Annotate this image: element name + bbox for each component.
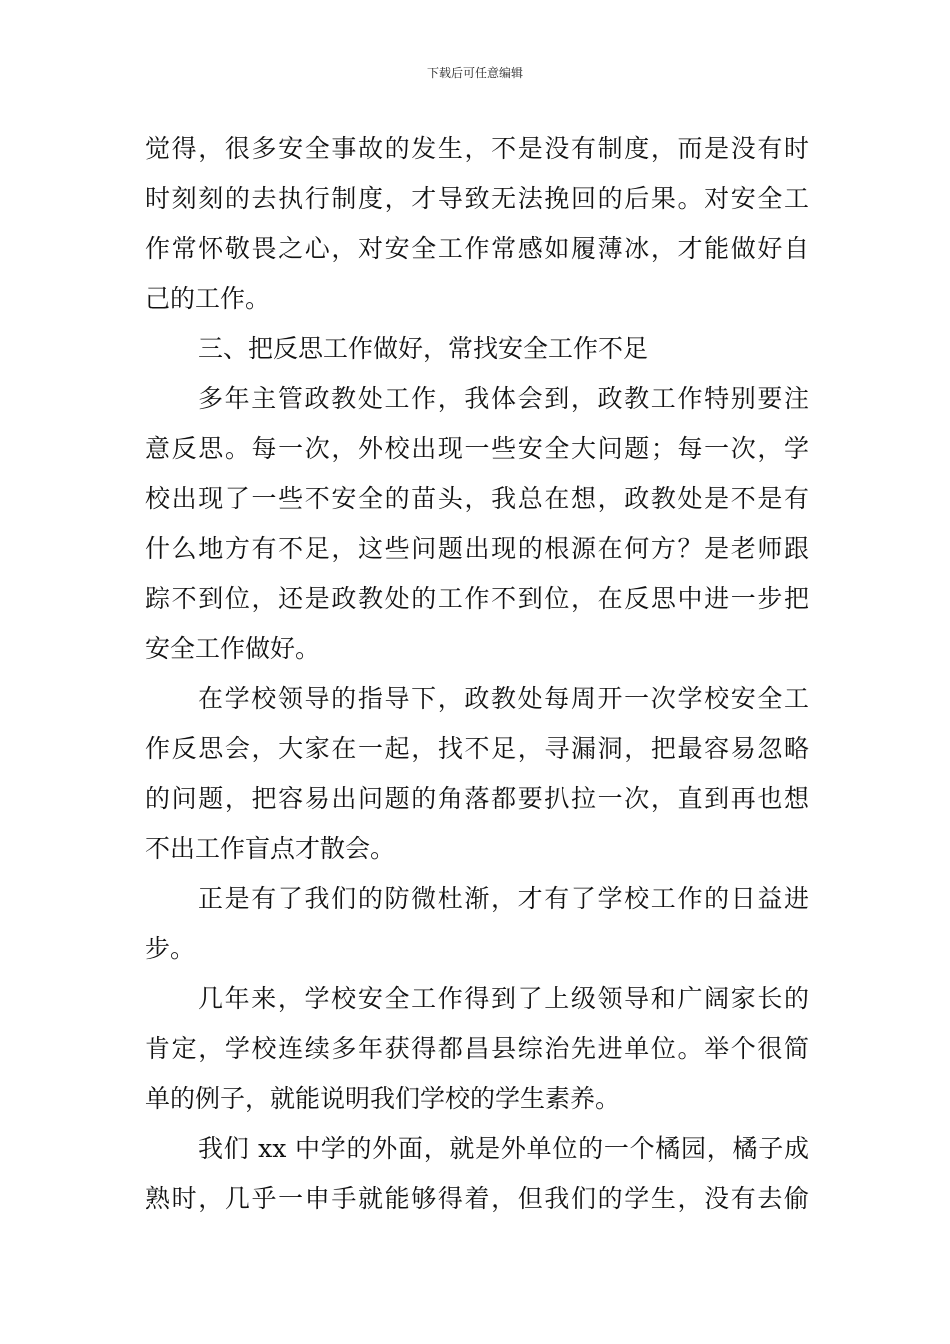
text-line: 的问题，把容易出问题的角落都要扒拉一次，直到再也想 (145, 784, 809, 813)
text-line: 我们 xx 中学的外面，就是外单位的一个橘园，橘子成 (198, 1134, 809, 1163)
text-line: 多年主管政教处工作，我体会到，政教工作特别要注 (198, 384, 809, 413)
text-line: 熟时，几乎一申手就能够得着，但我们的学生，没有去偷 (145, 1184, 809, 1213)
text-line: 安全工作做好。 (145, 634, 321, 663)
text-line: 作反思会，大家在一起，找不足，寻漏洞，把最容易忽略 (145, 734, 809, 763)
text-line: 几年来，学校安全工作得到了上级领导和广阔家长的 (198, 984, 809, 1013)
section-heading: 三、把反思工作做好，常找安全工作不足 (198, 334, 649, 363)
document-body (145, 124, 809, 1224)
text-line: 意反思。每一次，外校出现一些安全大问题；每一次，学 (145, 434, 809, 463)
text-line: 什么地方有不足，这些问题出现的根源在何方？是老师跟 (145, 534, 809, 563)
text-line: 校出现了一些不安全的苗头，我总在想，政教处是不是有 (145, 484, 809, 513)
text-line: 单的例子，就能说明我们学校的学生素养。 (145, 1084, 621, 1113)
text-line: 不出工作盲点才散会。 (145, 834, 396, 863)
text-line: 肯定，学校连续多年获得都昌县综治先进单位。举个很简 (145, 1034, 809, 1063)
text-line: 踪不到位，还是政教处的工作不到位，在反思中进一步把 (145, 584, 809, 613)
text-line: 在学校领导的指导下，政教处每周开一次学校安全工 (198, 684, 809, 713)
text-line: 觉得，很多安全事故的发生，不是没有制度，而是没有时 (145, 134, 809, 163)
text-line: 时刻刻的去执行制度，才导致无法挽回的后果。对安全工 (145, 184, 809, 213)
text-line: 正是有了我们的防微杜渐，才有了学校工作的日益进 (198, 884, 809, 913)
text-line: 步。 (145, 934, 196, 963)
text-line: 作常怀敬畏之心，对安全工作常感如履薄冰，才能做好自 (145, 234, 809, 263)
page-header: 下载后可任意编辑 (426, 66, 523, 80)
text-line: 己的工作。 (145, 284, 271, 313)
